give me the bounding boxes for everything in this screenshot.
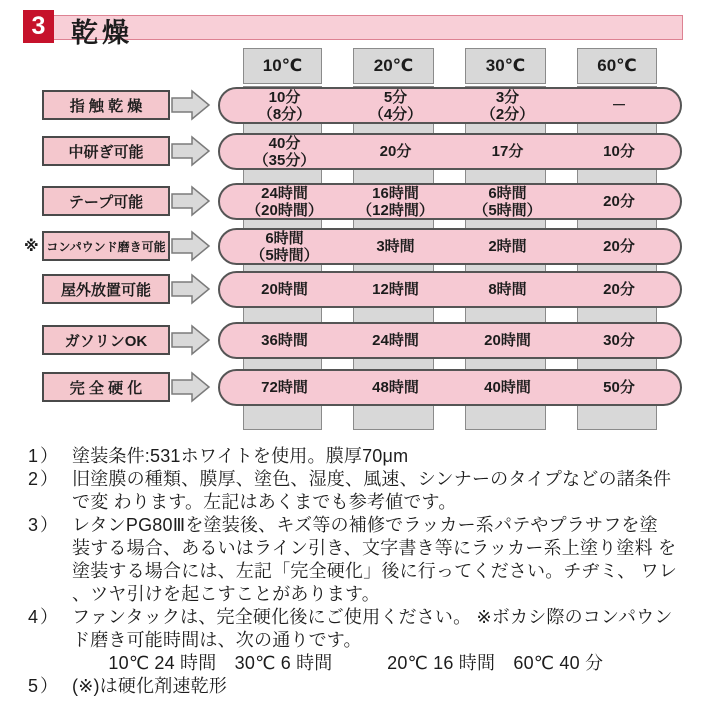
footnote bbox=[28, 445, 696, 468]
cell bbox=[355, 230, 436, 263]
cell bbox=[579, 324, 659, 357]
row-capsule bbox=[218, 87, 682, 124]
cell bbox=[467, 273, 548, 306]
cell-line: （35分） bbox=[253, 151, 316, 169]
cell-line: 50分 bbox=[603, 379, 635, 396]
footnote-line: ファンタックは、完全硬化後にご使用ください。 ※ボカシ際のコンパウン bbox=[72, 607, 673, 627]
cell bbox=[579, 371, 659, 404]
cell-line: （5時間） bbox=[250, 246, 319, 264]
column-header: 10℃ bbox=[243, 48, 322, 84]
cell-line: 16時間 bbox=[372, 184, 419, 202]
row-capsule bbox=[218, 228, 682, 265]
cell bbox=[467, 371, 548, 404]
column-header: 20℃ bbox=[353, 48, 434, 84]
cell bbox=[245, 324, 324, 357]
cell bbox=[355, 185, 436, 218]
footnote-line: 旧塗膜の種類、膜厚、塗色、湿度、風速、シンナーのタイプなどの諸条件 bbox=[72, 469, 672, 489]
row-label-nakatogi-kanou: 中研ぎ可能 bbox=[42, 136, 170, 166]
arrow-right-icon bbox=[171, 89, 211, 121]
cell-line: 8時間 bbox=[488, 281, 527, 298]
section-title: 乾燥 bbox=[71, 18, 133, 48]
section-number-badge: 3 bbox=[23, 10, 54, 43]
cell-line: 72時間 bbox=[261, 379, 308, 396]
footnote-number: 1） bbox=[28, 446, 61, 466]
cell bbox=[245, 273, 324, 306]
cell-line: （8分） bbox=[257, 105, 312, 123]
cell-line: 2時間 bbox=[488, 238, 527, 255]
footnote-number: 2） bbox=[28, 469, 61, 489]
cell bbox=[245, 135, 324, 168]
cell-line: 20分 bbox=[603, 193, 635, 210]
footnote-line: で変 わります。左記はあくまでも参考値です。 bbox=[72, 492, 457, 512]
cell-line: 10分 bbox=[268, 88, 301, 106]
cell bbox=[355, 371, 436, 404]
cell-line: 40時間 bbox=[484, 379, 531, 396]
cell-line: － bbox=[611, 97, 627, 114]
cell bbox=[355, 135, 436, 168]
cell bbox=[467, 230, 548, 263]
cell-line: 20分 bbox=[603, 281, 635, 298]
cell-line: 20分 bbox=[379, 143, 412, 160]
arrow-right-icon bbox=[171, 371, 211, 403]
cell bbox=[579, 273, 659, 306]
arrow-right-icon bbox=[171, 324, 211, 356]
cell-line: （12時間） bbox=[357, 201, 434, 219]
cell-line: 3時間 bbox=[376, 238, 415, 255]
note-asterisk: ※ bbox=[24, 238, 39, 255]
cell-line: （4分） bbox=[368, 105, 423, 123]
cell-line: 24時間 bbox=[261, 184, 308, 202]
arrow-right-icon bbox=[171, 185, 211, 217]
cell-line: 10分 bbox=[603, 143, 635, 160]
footnote-line: (※)は硬化剤速乾形 bbox=[72, 676, 228, 696]
cell-line: 24時間 bbox=[372, 332, 419, 349]
footnote-line: 装する場合、あるいはライン引き、文字書き等にラッカー系上塗り塗料 を bbox=[72, 538, 677, 558]
cell bbox=[245, 89, 324, 122]
footnotes bbox=[28, 445, 696, 698]
cell bbox=[355, 324, 436, 357]
cell-line: 17分 bbox=[491, 143, 524, 160]
cell-line: 6時間 bbox=[265, 229, 304, 247]
row-capsule bbox=[218, 369, 682, 406]
cell bbox=[579, 89, 659, 122]
row-label-shokushoku-kansou: 指 触 乾 燥 bbox=[42, 90, 170, 120]
footnote-number: 3） bbox=[28, 515, 61, 535]
cell bbox=[355, 273, 436, 306]
column-header: 60℃ bbox=[577, 48, 657, 84]
cell-line: 12時間 bbox=[372, 281, 419, 298]
cell-line: 5分 bbox=[383, 88, 408, 106]
row-label-kanzen-kouka: 完 全 硬 化 bbox=[42, 372, 170, 402]
cell-line: 20時間 bbox=[261, 281, 308, 298]
cell bbox=[579, 185, 659, 218]
footnote-line: 、ツヤ引けを起こすことがあります。 bbox=[72, 584, 380, 604]
row-capsule bbox=[218, 183, 682, 220]
cell bbox=[245, 371, 324, 404]
cell-line: 30分 bbox=[603, 332, 635, 349]
footnote bbox=[28, 514, 696, 606]
cell bbox=[245, 230, 324, 263]
cell bbox=[467, 135, 548, 168]
footnote-number: 4） bbox=[28, 607, 61, 627]
footnote-line: ド磨き可能時間は、次の通りです。 bbox=[72, 630, 362, 650]
footnote-line: レタンPG80Ⅲを塗装後、キズ等の補修でラッカー系パテやプラサフを塗 bbox=[72, 515, 658, 535]
cell-line: 48時間 bbox=[372, 379, 419, 396]
cell-line: （5時間） bbox=[473, 201, 542, 219]
cell-line: 20時間 bbox=[484, 332, 531, 349]
row-label-compound-migaki-kanou: コンパウンド磨き可能 bbox=[42, 231, 170, 261]
cell-line: （2分） bbox=[480, 105, 535, 123]
footnote bbox=[28, 675, 696, 698]
row-capsule bbox=[218, 133, 682, 170]
cell bbox=[467, 324, 548, 357]
cell-line: 36時間 bbox=[261, 332, 308, 349]
footnote-line: 塗装する場合には、左記「完全硬化」後に行ってください。チヂミ、 ワレ bbox=[72, 561, 678, 581]
cell bbox=[467, 185, 548, 218]
cell bbox=[579, 135, 659, 168]
cell bbox=[245, 185, 324, 218]
cell bbox=[355, 89, 436, 122]
column-header: 30℃ bbox=[465, 48, 546, 84]
cell-line: 3分 bbox=[495, 88, 520, 106]
cell-line: 40分 bbox=[268, 134, 301, 152]
row-label-okugai-houchi-kanou: 屋外放置可能 bbox=[42, 274, 170, 304]
arrow-right-icon bbox=[171, 230, 211, 262]
cell-line: 6時間 bbox=[488, 184, 527, 202]
row-label-gasoline-ok: ガソリンOK bbox=[42, 325, 170, 355]
cell-line: 20分 bbox=[603, 238, 635, 255]
cell bbox=[579, 230, 659, 263]
footnote-line: 塗装条件:531ホワイトを使用。膜厚70μm bbox=[72, 446, 409, 466]
footnote-line: 10℃ 24 時間 30℃ 6 時間 20℃ 16 時間 60℃ 40 分 bbox=[72, 653, 604, 673]
row-label-tape-kanou: テープ可能 bbox=[42, 186, 170, 216]
row-capsule bbox=[218, 271, 682, 308]
footnote bbox=[28, 606, 696, 675]
arrow-right-icon bbox=[171, 135, 211, 167]
footnote-number: 5） bbox=[28, 676, 61, 696]
footnote bbox=[28, 468, 696, 514]
row-capsule bbox=[218, 322, 682, 359]
arrow-right-icon bbox=[171, 273, 211, 305]
cell-line: （20時間） bbox=[246, 201, 323, 219]
cell bbox=[467, 89, 548, 122]
